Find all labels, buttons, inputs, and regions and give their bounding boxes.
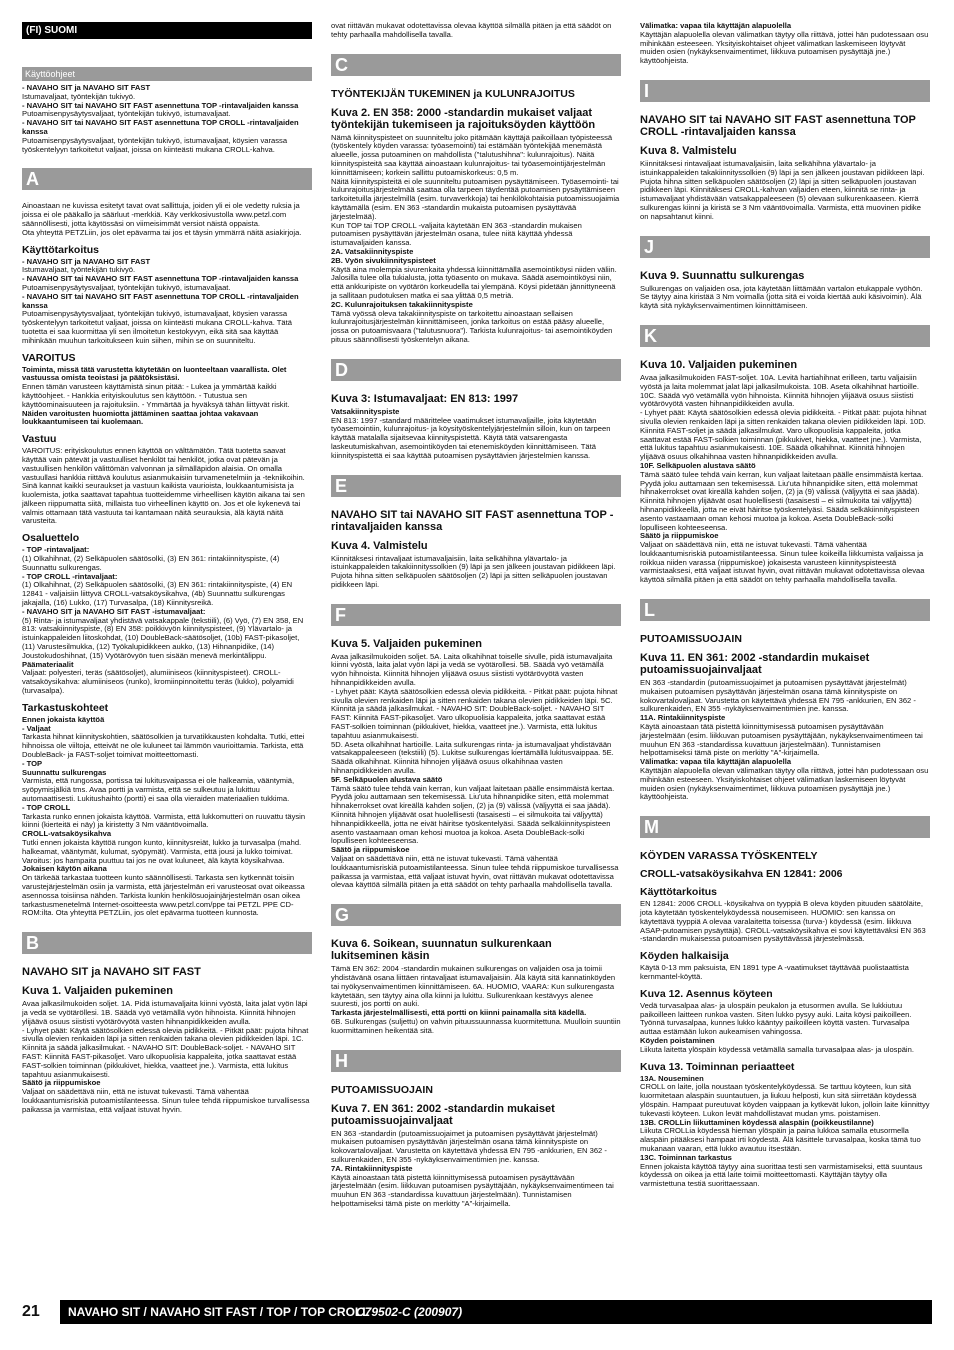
bold-paragraph: - NAVAHO SIT tai NAVAHO SIT FAST asennettuna TOP -rintavaljaiden kanssa: [22, 100, 299, 110]
bold-paragraph: Välimatka: vapaa tila käyttäjän alapuolella: [640, 21, 792, 30]
subheading: PUTOAMISSUOJAIN: [331, 1083, 433, 1096]
subheading: Kuva 13. Toiminnan periaatteet: [640, 1060, 795, 1073]
paragraph: Näitä kiinnityspisteitä ei ole suunniteltu putoamisen pysäyttämiseen. Työasemointi- tai kulunrajoitusjärjestelmää saattaa olla tarpeen täydentää putoamisen pysäyttämiseen tarkoitetuilla järjestelmillä (esim. turvaverkkoja) tai henkilökohtaisia putoamissuojaimia käyttämällä (esim. EN 363 -standardin mukaista putoamisen pysäyttävää järjestelmää).: [331, 176, 620, 221]
footer-reference: C79502-C (200907): [356, 1305, 463, 1319]
subheading: Kuva 12. Asennus köyteen: [640, 987, 773, 1000]
paragraph: Ennen jokaista käyttöä täytyy aina suorittaa testi sen varmistamiseksi, että suuntaus köydessä on oikea ja että laite toimii moitteettomasti. Käyttäjän täytyy olla varmistettuna testiä suorittaessaan.: [640, 1161, 923, 1189]
bold-paragraph: 13C. Toiminnan tarkastus: [640, 1152, 732, 1162]
subheading: Tarkastuskohteet: [22, 701, 109, 714]
paragraph: Putoamisenpysäytysvaljaat, työntekijän tukivyö, istumavaljaat.: [22, 282, 231, 292]
paragraph: Käyttäjän alapuolella olevan välimatkan täytyy olla riittävä, jottei hän pudotessaan osu mihinkään esteeseen. Yksityiskohtaiset ohjeet välimatkan laskemiseen löytyvät muiden osien (nykäyksenvaimentimet, liikkuva putoamisen pysäyttäjä jne.) käyttöohjeista.: [640, 29, 929, 66]
paragraph: Tämä säätö tulee tehdä vain kerran, kun valjaat laitetaan päälle ensimmäistä kertaa. Pyydä joku auttamaan sen tekemisessä. Liu'uta hihnanpidike siten, että molemmat hihnakerrokset ovat kireällä kahden soljen, (2) ja (9) välissä (väljyyttä ei saa jäädä). Kiinnitä hihnojen ylijäävät osat huolellisesti (tasaisesti – ei silmukoita tai väljyyttä) hihnanpidikkeellä, jotta ne eivät häiritse työskentelyäsi. Säädä selkäkiinnityspisteen asento vastaamaan oman kehosi muotoa ja kokoa. Aseta DoubleBack-solki lopulliseen kohteeseensa.: [331, 783, 615, 846]
paragraph: Tämä vyössä oleva takakiinnityspiste on tarkoitettu ainoastaan sellaisen kulunrajoitusjärjestelmän kiinnittämiseen, jonka tarkoitus on estää pääsy alueelle, jossa on putoamisvaara ("talutusnuora"). Tarkista kulunrajoitus- tai asemointiköyden pituus säännöllisesti työskentelyn aikana.: [331, 308, 613, 344]
section-band: B: [22, 932, 312, 954]
paragraph: Ainoastaan ne kuvissa esitetyt tavat ovat sallittuja, joiden yli ei ole vedetty ruksia ja joissa ei ole pääkallo ja säärluut -merkkiä. Käy verkkosivustolla www.petzl.com säännöllisesti, jotta käytössäsi on viimeisimmät versiot näistä oppaista.: [22, 201, 300, 228]
paragraph: Varmista, että rungossa, portissa tai lukitusvaipassa ei ole halkeamia, vääntymiä, syöpymisjälkiä tms. Avaa portti ja varmista, että se sulkeutuu ja lukittuu automaattisesti. Lukitushaihto (portti) ei saa olla vieraiden materiaalien tukkima.: [22, 776, 295, 803]
bold-paragraph: - NAVAHO SIT tai NAVAHO SIT FAST asennettuna TOP CROLL -rintavaljaiden kanssa: [22, 118, 299, 136]
paragraph: On tärkeää tarkastaa tuotteen kunto säännöllisesti. Tarkasta sen kytkennät toisiin varustejärjestelmän osiin ja varmista, että järjestelmän eri varusteosat ovat oikeassa asennossa toisiinsa nähden. Tarkista kunkin henkilösuojainjärjestelmän osan oikea tarkastusmenetelmä Internet-osoitteesta www.petzl.com/ppe tai PETZL PPE CD-ROM:ilta. Ota yhteyttä PETZLiin, jos olet epävarma tuotteen kunnosta.: [22, 873, 305, 918]
paragraph: Putoamisenpysäytysvaljaat, työntekijän tukivyö, istumavaljaat, köysien varassa työskentelyyn tarkoitetut valjaat, joissa on kiinteästi mukana CROLL-kahva.: [22, 135, 288, 154]
paragraph: EN 363 -standardin (putoamissuojaimet ja putoamisen pysäyttävät järjestelmät) mukaisen putoamisen pysäyttävän järjestelmän osana tämä kiinnityspiste on kokovartalovaljaat. Varustetta on käytettävä yhdessä EN 795 -ankkurien, EN 362 -sulkurenkaiden, EN 355 -nykäyksenvaimentimien jne. kanssa.: [640, 678, 916, 714]
subheading: PUTOAMISSUOJAIN: [640, 633, 742, 646]
bold-paragraph: Jokaisen käytön aikana: [22, 864, 107, 874]
bold-paragraph: 2A. Vatsakiinnityspiste: [331, 246, 414, 256]
section-heading: NAVAHO SIT tai NAVAHO SIT FAST asennettuna TOP CROLL -rintavaljaiden kanssa: [640, 113, 916, 138]
section-heading: Kuva 4. Valmistelu: [331, 539, 428, 552]
section-label: Käyttöohjeet: [22, 67, 312, 81]
paragraph: Avaa jalkasilmukoiden soljet. 5A. Laita olkahihnat toiselle sivulle, pidä istumavaljaita kiinni vyöstä, laita jalat vyön läpi ja vedä se vyötärollesi. 5B. Säädä vyö vetämällä vyön hihnoista. Kiinnitä hihnojen ylijäävä osuus siististi vyötärövyötä vasten hihnanpidikkeiden avulla.: [331, 651, 613, 688]
paragraph: Käytä ainoastaan tätä pistettä kiinnittymisessä putoamisen pysäyttävään järjestelmään (esim. liikkuvan putoamisen pysäyttäjään, nykäyksenvaimentimeen tai muuhun EN 363 -standardissa kuvattuun järjestelmään). Tunnistamisen helpottamiseksi tämä piste on merkitty "A"-kirjaimella.: [640, 722, 923, 758]
paragraph: EN 363 -standardin (putoamissuojaimet ja putoamisen pysäyttävät järjestelmät) mukaisen putoamisen pysäyttävän järjestelmän osana tämä kiinnityspiste on kokovartalovaljaat. Varustetta on käytettävä yhdessä EN 795 -ankkurien, EN 362 -sulkurenkaiden, EN 355 -nykäyksenvaimentimien jne. kanssa.: [331, 1128, 607, 1164]
bold-paragraph: Säätö ja riippumiskoe: [640, 531, 719, 541]
bold-paragraph: - TOP -rintavaljaat:: [22, 545, 90, 555]
bold-paragraph: Vatsakiinnityspiste: [331, 406, 400, 416]
section-heading: Kuva 6. Soikean, suunnatun sulkurenkaan lukitseminen käsin: [331, 938, 552, 963]
paragraph: Tarkasta runko ennen jokaista käyttöä. Varmista, että lukkomutteri on ruuvattu täysin kiinni (kierteitä ei näy) ja kiristetty 3 Nm vääntövoimalla.: [22, 811, 306, 830]
bold-paragraph: CROLL-vatsaköysikahva: [22, 829, 112, 839]
section-band: K: [640, 325, 930, 347]
paragraph: (5) Rinta- ja istumavaljaat yhdistävä vatsakappale (tekstiili), (6) Vyö, (7) EN 358, EN 813: vatsakiinnityspiste, (8) EN 358: poikkivyön kiinnityspisteet, (9) Ylävartalo- ja istuinkappaleiden liitoskohdat, (10) DoubleBack-säätösoljet, (10b) FAST-pikasoljet, (11) Varustesilmukka, (12) Työkalupidikkeen aukko, (13) Hihnanpidike, (14) Joustokudoshihnat, (15) Vyötärövyön tuen sisään menevä merkintälippu.: [22, 615, 304, 660]
paragraph: Istumavaljaat, työntekijän tukivyö.: [22, 265, 136, 275]
paragraph: Valjaat on säädettävä niin, että ne istuvat tukevasti. Tämä vähentää loukkaantumisriskiä putoamistilanteessa. Sinun tulee tehdä riippumiskoe turvallisessa paikassa ja varmistaa, että valjaat istuvat hyvin.: [22, 1087, 310, 1114]
subheading: Vastuu: [22, 433, 57, 446]
paragraph: Nämä kiinnityspisteet on suunniteltu joko pitämään käyttäjä paikoillaan työpisteessä (työskentely köyden varassa: työasemointi) tai estämään työntekijää menemästä alueelle, jossa putoaminen on mahdollista ("talutushihna": kulunrajoitus). Näitä kiinnityspisteitä saa käyttää ainoastaan kulunrajoitus- tai työasemointijärjestelmän kiinnittämiseen; korkein sallittu putoamiskorkeus: 0,5 m.: [331, 132, 613, 177]
footer-title: NAVAHO SIT / NAVAHO SIT FAST / TOP / TOP CROLL: [68, 1305, 370, 1319]
section-band: E: [331, 475, 621, 497]
paragraph: - Lyhyet päät: Käytä säätösolkien edessä olevia pidikkeitä. - Pitkät päät: pujota hihnat sivulla olevien renkaiden läpi ja sitten renkaiden takana olevien pidikkeiden läpi. 5C. Kiinnitä ja säädä jalkasilmukat. - NAVAHO SIT: DoubleBack-soljet. - NAVAHO SIT FAST: Kiinnitä FAST-pikasoljet. Varo ulkopuolisia kappaleita, jotka saattavat estää FAST-solkien toiminnan (pikkukivet, hiekka, vaatteet jne.). Varmista, että lukitus tapahtuu asianmukaisesti.: [331, 686, 618, 740]
column-2: [331, 22, 621, 1209]
paragraph: 5D. Aseta olkahihnat hartioille. Laita sulkurengas rinta- ja istumavaljaat yhdistävään vatsakappaleeseen (tekstiili) (5). Lukitse sulkurengas kiertämällä lukitusvaippaa. 5E. Säädä olkahihnat. Kiinnitä hihnojen ylijäävä osuus olkahihnaa vasten hihnanpidikkeiden avulla.: [331, 739, 614, 776]
section-band: C: [331, 54, 621, 76]
paragraph: Valjaat: polyesteri, teräs (säätösoljet), alumiiniseos (kiinnityspisteet). CROLL-vatsaköysikahva: alumiiniseos (runko), kromiinpinnoitettu teräs (lukko), polyamidi (turvasalpa).: [22, 668, 294, 696]
section-heading: Kuva 9. Suunnattu sulkurengas: [640, 269, 805, 282]
paragraph: Avaa jalkasilmukoiden FAST-soljet. 10A. Levitä hartiahihnat erilleen, tartu valjaisiin vyöstä ja laita molemmat jalat läpi jalkasilmukoista. 10B. Aseta olkahihnat hartioille. 10C. Säädä vyö vetämällä vyön hihnoista. Kiinnitä hihnojen ylijäävä osuus siististi vyötärövyötä vasten hihnanpidikkeiden avulla.: [640, 372, 919, 409]
language-header: (FI) SUOMI: [22, 22, 312, 39]
paragraph: Käytä 0-13 mm paksuista, EN 1891 type A -vaatimukset täyttävää puolistaattista kernmantel-köyttä.: [640, 963, 909, 982]
paragraph: (1) Olkahihnat, (2) Selkäpuolen säätösolki, (3) EN 361: rintakiinnityspiste, (4) EN 12841 - valjaisiin liittyvä CROLL-vatsaköysikahva, (4b) Suunnattu sulkurengas jakajalla, (16) Lukko, (17) Turvasalpa, (18) Kiinnitysreikä.: [22, 580, 293, 608]
section-band: I: [640, 80, 930, 102]
section-band: F: [331, 604, 621, 626]
paragraph: Ennen tämän varusteen käyttämistä sinun pitää: - Lukea ja ymmärtää kaikki käyttöohjeet. - Hankkia erityiskoulutus sen käyttöön. - Tutustua sen käyttöominaisuuteen ja rajoituksiin. - Ymmärtää ja hyväksyä tähän liittyvät riskit.: [22, 382, 290, 409]
paragraph: Valjaat on säädettävä niin, että ne istuvat tukevasti. Tämä vähentää loukkaantumisriskiä putoamistilanteessa. Sinun tulee koikeilla liikkumista valjaissa ja roikkua niiden varassa (riippumiskoe) jokaisesta varusteen kiinnityspisteestä varmistaaksesi, että valjaat istuvat hyvin, ovat riittävän mukavat odotettavissa olevaa käyttöä silmällä pitäen ja että säädöt on tehty parhaalla mahdollisella tavalla.: [640, 540, 925, 585]
bold-paragraph: 13A. Nouseminen: [640, 1073, 704, 1083]
section-band: A: [22, 168, 312, 190]
section-heading: Kuva 10. Valjaiden pukeminen: [640, 358, 798, 371]
section-heading: Kuva 11. EN 361: 2002 -standardin mukaiset putoamissuojainvaljaat: [640, 652, 870, 677]
section-band: H: [331, 1050, 621, 1072]
paragraph: CROLL on laite, jolla noustaan työskentelyköydessä. Se tarttuu köyteen, kun sitä kuormitetaan alaspäin suuntautuen, ja liukuu helposti, kun sitä siirretään köydessä ylöspäin. Hampaat pureutuvat köyden vaippaan ja kytkevät lukon, jolloin laite kiinnittyy tukevasti köyteen. Lukon levät mahdollistavat mudan yms. poistamisen.: [640, 1082, 930, 1118]
bold-paragraph: 2B. Vyön sivukiinnityspisteet: [331, 255, 436, 265]
page-number: 21: [22, 1303, 40, 1320]
bold-paragraph: Säätö ja riippumiskoe: [331, 845, 410, 855]
bold-paragraph: 10F. Selkäpuolen alustava säätö: [640, 460, 756, 470]
bold-paragraph: Välimatka: vapaa tila käyttäjän alapuolella: [640, 757, 792, 767]
paragraph: Kiinnitäksesi rintavaljaat istumavaljaisiin, laita selkähihna ylävartalo- ja istuinkappaleiden takakiinnityssolkien (9) läpi ja sen jälkeen joustavan pidikkeen läpi. Pujota hihna sitten selkäpuolen säätösoljen (2) läpi ja sitten selkäpuolen joustavan pidikkeen läpi. Kiinnitäksesi CROLL-kahvan valjaiden eteen, kiinnitä se rinta- ja istumavaljaat yhdistävään vatsakappaleeseen (5) olevaan sulkurenkaaseen. Kierrä sulkurengas kiinni ja kiristä se 3 Nm vääntövoimalla. Varmista, että muovinen pidike on napsahtanut kiinni.: [640, 158, 925, 221]
subheading: VAROITUS: [22, 351, 76, 364]
bold-paragraph: Tarkasta järjestelmällisesti, että portti on kiinni painamalla sitä kädellä.: [331, 1008, 587, 1018]
paragraph: Käyttäjän alapuolella olevan välimatkan täytyy olla riittävä, jottei hän pudotessaan osu mihinkään esteeseen. Yksityiskohtaiset ohjeet välimatkan laskemiseen löytyvät muiden osien (nykäyksenvaimentimet, liikkuva putoamisen pysäyttäjä jne.) käyttöohjeista.: [640, 766, 929, 802]
paragraph: Kiinnitäksesi rintavaljaat istumavaljaisiin, laita selkähihna ylävartalo- ja istuinkappaleiden takakiinnityssolkien (9) läpi ja sen jälkeen joustavan pidikkeen läpi. Pujota hihna sitten selkäpuolen säätösoljen (2) läpi ja sitten selkäpuolen joustavan pidikkeen läpi.: [331, 553, 616, 589]
section-heading: Kuva 5. Valjaiden pukeminen: [331, 637, 482, 650]
section-heading: Kuva 7. EN 361: 2002 -standardin mukaiset putoamissuojainvaljaat: [331, 1102, 555, 1127]
subheading: Käyttötarkoitus: [22, 243, 100, 256]
bold-paragraph: Päämateriaalit: [22, 659, 74, 669]
subheading: Osaluettelo: [22, 532, 80, 545]
paragraph: Putoamisenpysäytysvaljaat, työntekijän tukivyö, istumavaljaat.: [22, 109, 231, 119]
section-heading: NAVAHO SIT ja NAVAHO SIT FAST: [22, 966, 201, 979]
subheading: Köyden halkaisija: [640, 950, 729, 963]
subheading: TYÖNTEKIJÄN TUKEMINEN ja KULUNRAJOITUS: [331, 87, 575, 100]
paragraph: EN 12841: 2006 CROLL -köysikahva on tyyppiä B oleva köyden pituuden säätöläite, jota käytetään työskentelyköydessä nousemiseen. HUOMIO: sen kanssa on käytettävä tyyppiä A olevaa varalaitetta toisessa (turva-) köydessä (esim. liikkuva ASAP-putoamisen pysäyttäjä). CROLL-vatsaköysikahva ei sovi käytettäväksi EN 363 -standardin mukaisessa putoamisen pysäyttävässä järjestelmässä.: [640, 899, 926, 944]
section-heading: Kuva 1. Valjaiden pukeminen: [22, 985, 173, 998]
bold-paragraph: - NAVAHO SIT ja NAVAHO SIT FAST -istumavaljaat:: [22, 606, 206, 616]
paragraph: Liikuta laitetta ylöspäin köydessä vetämällä samalla turvasalpaa alas- ja ulospäin.: [640, 1044, 914, 1054]
bold-paragraph: - NAVAHO SIT tai NAVAHO SIT FAST asennettuna TOP CROLL -rintavaljaiden kanssa: [22, 291, 299, 310]
bold-paragraph: Köyden poistaminen: [640, 1036, 715, 1045]
paragraph: ovat riittävän mukavat odotettavissa olevaa käyttöä silmällä pitäen ja että säädöt on tehty parhaalla mahdollisella tavalla.: [331, 21, 612, 39]
section-band: D: [331, 359, 621, 381]
bold-paragraph: Suunnattu sulkurengas: [22, 767, 107, 777]
bold-paragraph: 7A. Rintakiinnityspiste: [331, 1163, 413, 1173]
bold-paragraph: Toiminta, missä tätä varustetta käytetään on luonteeltaan vaarallista. Olet vastuussa omista teoistasi ja päätöksistäsi.: [22, 364, 287, 383]
paragraph: Putoamisenpysäytysvaljaat, työntekijän tukivyö, istumavaljaat, köysien varassa työskentelyyn tarkoitetut valjaat, joissa on kiinteästi mukana CROLL-kahva. Tätä tuotetta ei saa kuormittaa yli sen ilmoitetun kestokyvyn, eikä sitä saa käyttää mihinkään muuhun tarkoitukseen kuin siihen, mihin se on suunniteltu.: [22, 309, 292, 345]
bold-paragraph: 2C. Kulunrajoituksen takakiinnityspiste: [331, 299, 473, 309]
bold-paragraph: 11A. Rintakiinnityspiste: [640, 713, 726, 723]
section-band: M: [640, 816, 930, 838]
bold-paragraph: - Valjaat: [22, 723, 51, 733]
paragraph: Liikuta CROLLia köydessä hieman ylöspäin ja paina lukkoa samalla etusormella alaspäin pitääksesi hampaat irti köydestä. Älä käsittele turvasalpaa, koska tämä tuo mukanaan vaaran, että lukko avautuu itsestään.: [640, 1126, 921, 1153]
paragraph: Valjaat on säädettävä niin, että ne istuvat tukevasti. Tämä vähentää loukkaantumisriskiä putoamistilanteessa. Sinun tulee tehdä riippumiskoe turvallisessa paikassa ja varmistaa, että valjaat istuvat hyvin, ovat riittävän mukavat odotettavissa olevaa käyttöä silmällä pitäen ja että säädöt on tehty parhaalla mahdollisella tavalla.: [331, 854, 619, 890]
subheading: CROLL-vatsaköysikahva EN 12841: 2006: [640, 868, 843, 881]
bold-paragraph: Ennen jokaista käyttöä: [22, 714, 105, 724]
section-heading: Kuva 8. Valmistelu: [640, 144, 737, 157]
bold-paragraph: - TOP CROLL -rintavaljaat:: [22, 571, 118, 581]
paragraph: Vedä turvasalpaa alas- ja ulospäin peukalon ja etusormen avulla. Se lukkiutuu paikoilleen laitteen runkoa vasten. Siten lukko pysyy auki. Laita köysi paikoilleen. Työnnä turvasalpaa, kunnes lukko kääntyy paikoilleen köyttä vasten. Turvasalpa auttaa estämään lukon aukeamisen vahingossa.: [640, 1000, 912, 1037]
bold-paragraph: Säätö ja riippumiskoe: [22, 1078, 101, 1088]
paragraph: - Lyhyet päät: Käytä säätösolkien edessä olevia pidikkeitä. - Pitkät päät: pujota hihnat sivulla olevien renkaiden läpi ja sitten renkaiden takana olevien pidikkeiden läpi. 1C. Kiinnitä ja säädä jalkasilmukat. - NAVAHO SIT: DoubleBack-soljet. - NAVAHO SIT FAST: Kiinnitä FAST-pikasoljet. Varo ulkopuolisia kappaleita, jotka saattavat estää FAST-solkien toiminnan (pikkukivet, hiekka, vaatteet jne.). Varmista, että lukitus tapahtuu asianmukaisesti.: [22, 1025, 309, 1079]
section-heading: Kuva 2. EN 358: 2000 -standardin mukaiset valjaat työntekijän tukemiseen ja rajoituksöyden käyttöön: [331, 106, 596, 131]
paragraph: Sulkurengas on valjaiden osa, jota käytetään liittämään vartalon etukappale vyöhön. Se täytyy aina kiristää 3 Nm voimalla (jotta sitä ei voida kiertää auki käsivoimin). Älä käytä sitä nykäyksenvaimentimen kiinnittämiseen.: [640, 283, 923, 311]
footer-bar: [60, 1300, 932, 1324]
paragraph: Tämä säätö tulee tehdä vain kerran, kun valjaat laitetaan päälle ensimmäistä kertaa. Pyydä joku auttamaan sen tekemisessä. Liu'uta hihnanpidike siten, että molemmat hihnakerrokset ovat kireällä kahden soljen, (2) ja (9) välissä (väljyyttä ei saa jäädä). Kiinnitä hihnojen ylijäävät osat huolellisesti (tasaisesti – ei silmukoita tai väljyyttä) hihnanpidikkeellä, jotta ne eivät häiritse työskentelyäsi. Säädä selkäkiinnityspisteen asento vastaamaan oman kehosi muotoa ja kokoa. Aseta DoubleBack-solki lopulliseen kohteeseensa.: [640, 469, 924, 532]
paragraph: Käytä aina molempia sivurenkaita yhdessä kiinnittämällä asemointiköysi niiden väliin. Jalosilla tulee olla tukialusta, jotta työasento on mukava. Säädä asemointiköysi niin, että ankkuripiste on vyötärön korkeudella tai ylempänä. Köysi pidetään jännittyneenä ja sallitaan pudotuksen matka ei saa ylittää 0,5 metriä.: [331, 264, 617, 300]
paragraph: VAROITUS: erityiskoulutus ennen käyttöä on välttämätön. Tätä tuotetta saavat käyttää vain pätevät ja vastuulliset henkilöt tai henkilöt, jotka ovat pätevän ja vastuullisen henkilön välittömän valvonnan ja silmälläpidon alaisia. On omalla vastuullasi hankkia riittävä koulutus asianmukaisiin turvamenetelmiin ja -tekniikoihin. Sinä kannat kaikki seuraukset ja vastuun kaikista vaurioista, loukkaantumisista ja kuolemista, jotka saattavat tapahtua tuotteidemme virheellisen käytön aikana tai sen jälkeen riippumatta siitä, millaista tuo virheellinen käyttö on. Jos et ole kykenevä tai valmis ottamaan tätä vastuuta tai kantamaan näitä seurauksia, älä käytä näitä varusteita.: [22, 446, 305, 526]
subheading: Käyttötarkoitus: [640, 886, 718, 899]
paragraph: Käytä ainoastaan tätä pistettä kiinnittymisessä putoamisen pysäyttävään järjestelmään (esim. liikkuvan putoamisen pysäyttäjään, nykäyksenvaimentimeen tai muuhun EN 363 -standardissa kuvattuun järjestelmään). Tunnistamisen helpottamiseksi tämä piste on merkitty "A"-kirjaimella.: [331, 1172, 614, 1208]
paragraph: Tämä EN 362: 2004 -standardin mukainen sulkurengas on valjaiden osa ja toimii yhdistävänä osana liittäen rintavaljaat istumavaljaisiin. Älä käytä sitä kannatinköyden tai nyökysenvaimentimen kiinnittämiseen. 6A. HUOMIO, VAARA: Kun sulkurengasta käytetään, sen täytyy aina olla kiinni ja lukittu. Sulkurenkaan kestävyys alenee suuresti, jos portti on auki.: [331, 964, 616, 1009]
paragraph: Ota yhteyttä PETZLiin, jos olet epävarma tai jos et täysin ymmärrä näitä asiakirjoja.: [22, 227, 302, 237]
section-heading: NAVAHO SIT tai NAVAHO SIT FAST asennettuna TOP -rintavaljaiden kanssa: [331, 508, 614, 533]
bold-paragraph: - NAVAHO SIT ja NAVAHO SIT FAST: [22, 83, 151, 92]
subheading: KÖYDEN VARASSA TYÖSKENTELY: [640, 850, 818, 863]
bold-paragraph: Näiden varoitusten huomiotta jättäminen saattaa johtaa vakavaan loukkaantumiseen tai kuolemaan.: [22, 408, 259, 427]
paragraph: - Lyhyet päät: Käytä säätösolkien edessä olevia pidikkeitä. - Pitkät päät: pujota hihnat sivulla olevien renkaiden läpi ja sitten renkaiden takana olevien pidikkeiden läpi. 10D. Kiinnitä FAST-soljet ja säädä jalkasilmukat. Varo ulkopuolisia kappaleita, jotka saattavat estää FAST-solkien toiminnan (pikkukivet, hiekka, vaatteet jne.). Varmista, että lukitus tapahtuu asianmukaisesti. 10E. Säädä olkahihnat. Kiinnitä hihnojen ylijäävä osuus olkahihnaa vasten hihnanpidikkeiden avulla.: [640, 408, 927, 462]
column-3: [640, 22, 930, 1189]
paragraph: EN 813: 1997 -standard määrittelee vaatimukset istumavaljaille, joita käytetään työasemointiin, kulunrajoitus- ja köysityöskentelyjärjestelmiin silloin, kun on tarpeen käyttää matalalla sijaitsevaa kiinnityspistettä. Käytä tätä vatsarengasta laskeutumiskahvan, asemointiköyden tai etenemisköyden kiinnittämiseen. Tätä kiinnityspistettä ei saa käyttää putoamisen pysäyttävien järjestelmien kanssa.: [331, 415, 611, 460]
section-heading: Kuva 3: Istumavaljaat: EN 813: 1997: [331, 392, 519, 405]
paragraph: Kun TOP tai TOP CROLL -valjaita käytetään EN 363 -standardin mukaisen putoamisen pysäyttävän järjestelmän osana, tulee niitä käyttää yhdessä istumavaljaiden kanssa.: [331, 220, 582, 248]
page-footer: [22, 1300, 932, 1324]
bold-paragraph: - TOP: [22, 758, 43, 768]
section-band: L: [640, 599, 930, 621]
bold-paragraph: - NAVAHO SIT ja NAVAHO SIT FAST: [22, 256, 151, 266]
paragraph: Avaa jalkasilmukoiden soljet. 1A. Pidä istumavaljaita kiinni vyöstä, laita jalat vyön läpi ja vedä se vyötäröllesi. 1B. Säädä vyö vetämällä vyön hihnoista. Kiinnitä hihnojen ylijäävä osuus siististi vyötärövyötä vasten hihnanpidikkeiden avulla.: [22, 999, 308, 1026]
paragraph: Tutki ennen jokaista käyttöä rungon kunto, kiinnitysreiät, lukko ja turvasalpa (mahd. halkeamat, vääntymät, kulumat, syöpymät). Varmista, että jousi ja lukko toimivat. Varoitus: jos hampaita puuttuu tai jos ne ovat kuluneet, älä käytä köysikahvaa.: [22, 837, 302, 865]
bold-paragraph: - TOP CROLL: [22, 802, 71, 812]
paragraph: Istumavaljaat, työntekijän tukivyö.: [22, 91, 136, 101]
paragraph: Tarkasta hihnat kiinnityskohtien, säätösolkien ja turvatikkausten kohdalta. Tutki, ettei hihnoissa ole viiltoja, etteivät ne ole kuluneet tai lämmön vaurioittamia. Tarkista, että DoubleBack- ja FAST-soljet toimivat moitteettomasti.: [22, 732, 305, 760]
bold-paragraph: - NAVAHO SIT tai NAVAHO SIT FAST asennettuna TOP -rintavaljaiden kanssa: [22, 274, 299, 284]
bold-paragraph: 13B. CROLLin liikuttaminen köydessä alaspäin (poikkeustilanne): [640, 1117, 874, 1127]
bold-paragraph: 5F. Selkäpuolen alustava säätö: [331, 774, 443, 784]
column-1: [22, 22, 312, 1115]
section-band: G: [331, 904, 621, 926]
section-band: J: [640, 236, 930, 258]
paragraph: (1) Olkahihnat, (2) Selkäpuolen säätösolki, (3) EN 361: rintakiinnityspiste, (4) Suunnattu sulkurengas.: [22, 554, 280, 572]
paragraph: 6B. Sulkurengas (suljettu) on vahvin pituussuunnassa kuormitettuna. Muulloin suuntiin kuormittaminen heikentää sitä.: [331, 1016, 621, 1035]
